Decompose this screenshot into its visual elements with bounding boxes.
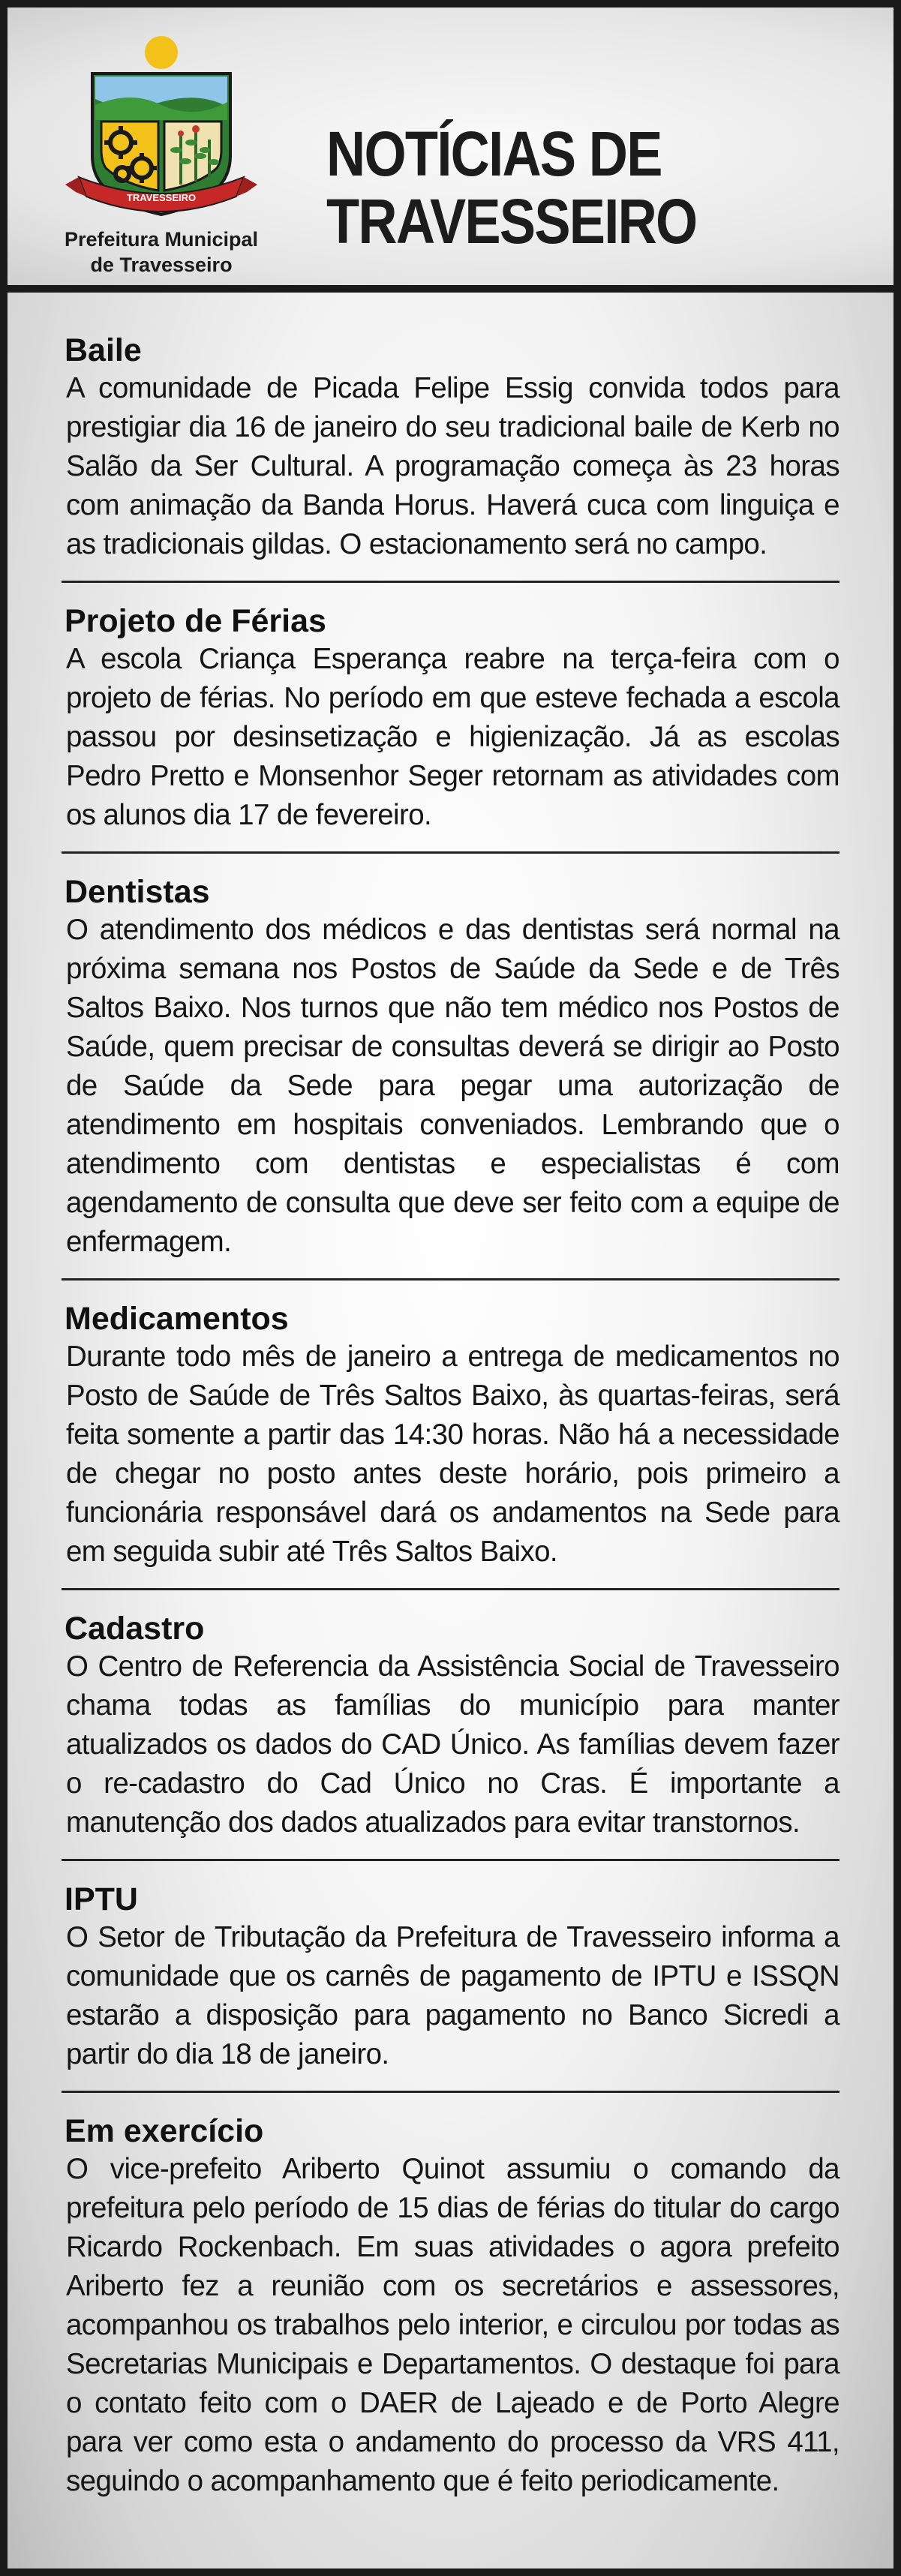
logo-caption-line1: Prefeitura Municipal (64, 228, 259, 251)
article-body: O Setor de Tributação da Prefeitura de Travesseiro informa a comunidade que os carnês de pagamento de IPTU e ISSQN estarão a disposição para pagamento no Banco Sicredi a partir do dia 18 de janeiro. (66, 1921, 839, 2070)
article-title: Projeto de Férias (65, 603, 326, 639)
article-body: A comunidade de Picada Felipe Essig convida todos para prestigiar dia 16 de janeiro do seu tradicional baile de Kerb no Salão da Ser Cultural. A programação começa às 23 horas com animação da Banda Horus. Haverá cuca com linguiça e as tradicionais gildas. O estacionamento será no campo. (66, 372, 839, 560)
coat-of-arms-icon (49, 30, 274, 227)
article-title: Dentistas (65, 874, 210, 910)
article-title: IPTU (65, 1881, 138, 1917)
logo-caption-line2: de Travesseiro (90, 254, 233, 276)
article-title: Baile (65, 332, 142, 368)
article-body: O vice-prefeito Ariberto Quinot assumiu o comando da prefeitura pelo período de 15 dias de férias do titular do cargo Ricardo Rockenbach. Em suas atividades o agora prefeito Ariberto fez a reunião com os secretários e assessores, acompanhou os trabalhos pelo interior, e circulou por todas as Secretarias Municipais e Departamentos. O destaque foi para o contato feito com o DAER de Lajeado e de Porto Alegre para ver como esta o andamento do processo da VRS 411, seguindo o acompanhamento que é feito periodicamente. (66, 2153, 839, 2497)
articles (8, 293, 893, 2517)
header (8, 8, 893, 293)
article-medicamentos (62, 1300, 839, 1590)
article-title: Cadastro (65, 1611, 205, 1647)
page-title-line2: TRAVESSEIRO (326, 186, 697, 257)
article-body: A escola Criança Esperança reabre na terça-feira com o projeto de férias. No período em que esteve fechada a escola passou por desinsetização e higienização. Já as escolas Pedro Pretto e Monsenhor Seger retornam as atividades com os alunos dia 17 de fevereiro. (66, 643, 839, 831)
logo-caption (49, 227, 274, 278)
page-title-line1: NOTÍCIAS DE (326, 119, 662, 189)
article-body: O atendimento dos médicos e das dentistas será normal na próxima semana nos Postos de Saúde da Sede e de Três Saltos Baixo. Nos turnos que não tem médico nos Postos de Saúde, quem precisar de consultas deverá se dirigir ao Posto de Saúde da Sede para pegar uma autorização de atendimento em hospitais conveniados. Lembrando que o atendimento com dentistas e especialistas é com agendamento de consulta que deve ser feito com a equipe de enfermagem. (66, 914, 839, 1258)
article-title: Em exercício (65, 2113, 264, 2149)
article-projeto-de-ferias (62, 602, 839, 854)
logo-ribbon-text: TRAVESSEIRO (126, 192, 197, 203)
article-body: Durante todo mês de janeiro a entrega de medicamentos no Posto de Saúde de Três Saltos Baixo, às quartas-feiras, será feita somente a partir das 14:30 horas. Não há a necessidade de chegar no posto antes deste horário, pois primeiro a funcionária responsável dará os andamentos na Sede para em seguida subir até Três Saltos Baixo. (66, 1341, 839, 1568)
article-iptu (62, 1881, 839, 2093)
article-dentistas (62, 873, 839, 1280)
article-em-exercicio (62, 2112, 839, 2517)
article-title: Medicamentos (65, 1301, 289, 1337)
municipal-logo (49, 30, 274, 278)
page-title (326, 120, 803, 255)
article-body: O Centro de Referencia da Assistência Social de Travesseiro chama todas as famílias do município para manter atualizados os dados do CAD Único. As famílias devem fazer o re-cadastro do Cad Único no Cras. É importante a manutenção dos dados atualizados para evitar transtornos. (66, 1650, 839, 1839)
article-cadastro (62, 1610, 839, 1861)
article-baile (62, 332, 839, 583)
